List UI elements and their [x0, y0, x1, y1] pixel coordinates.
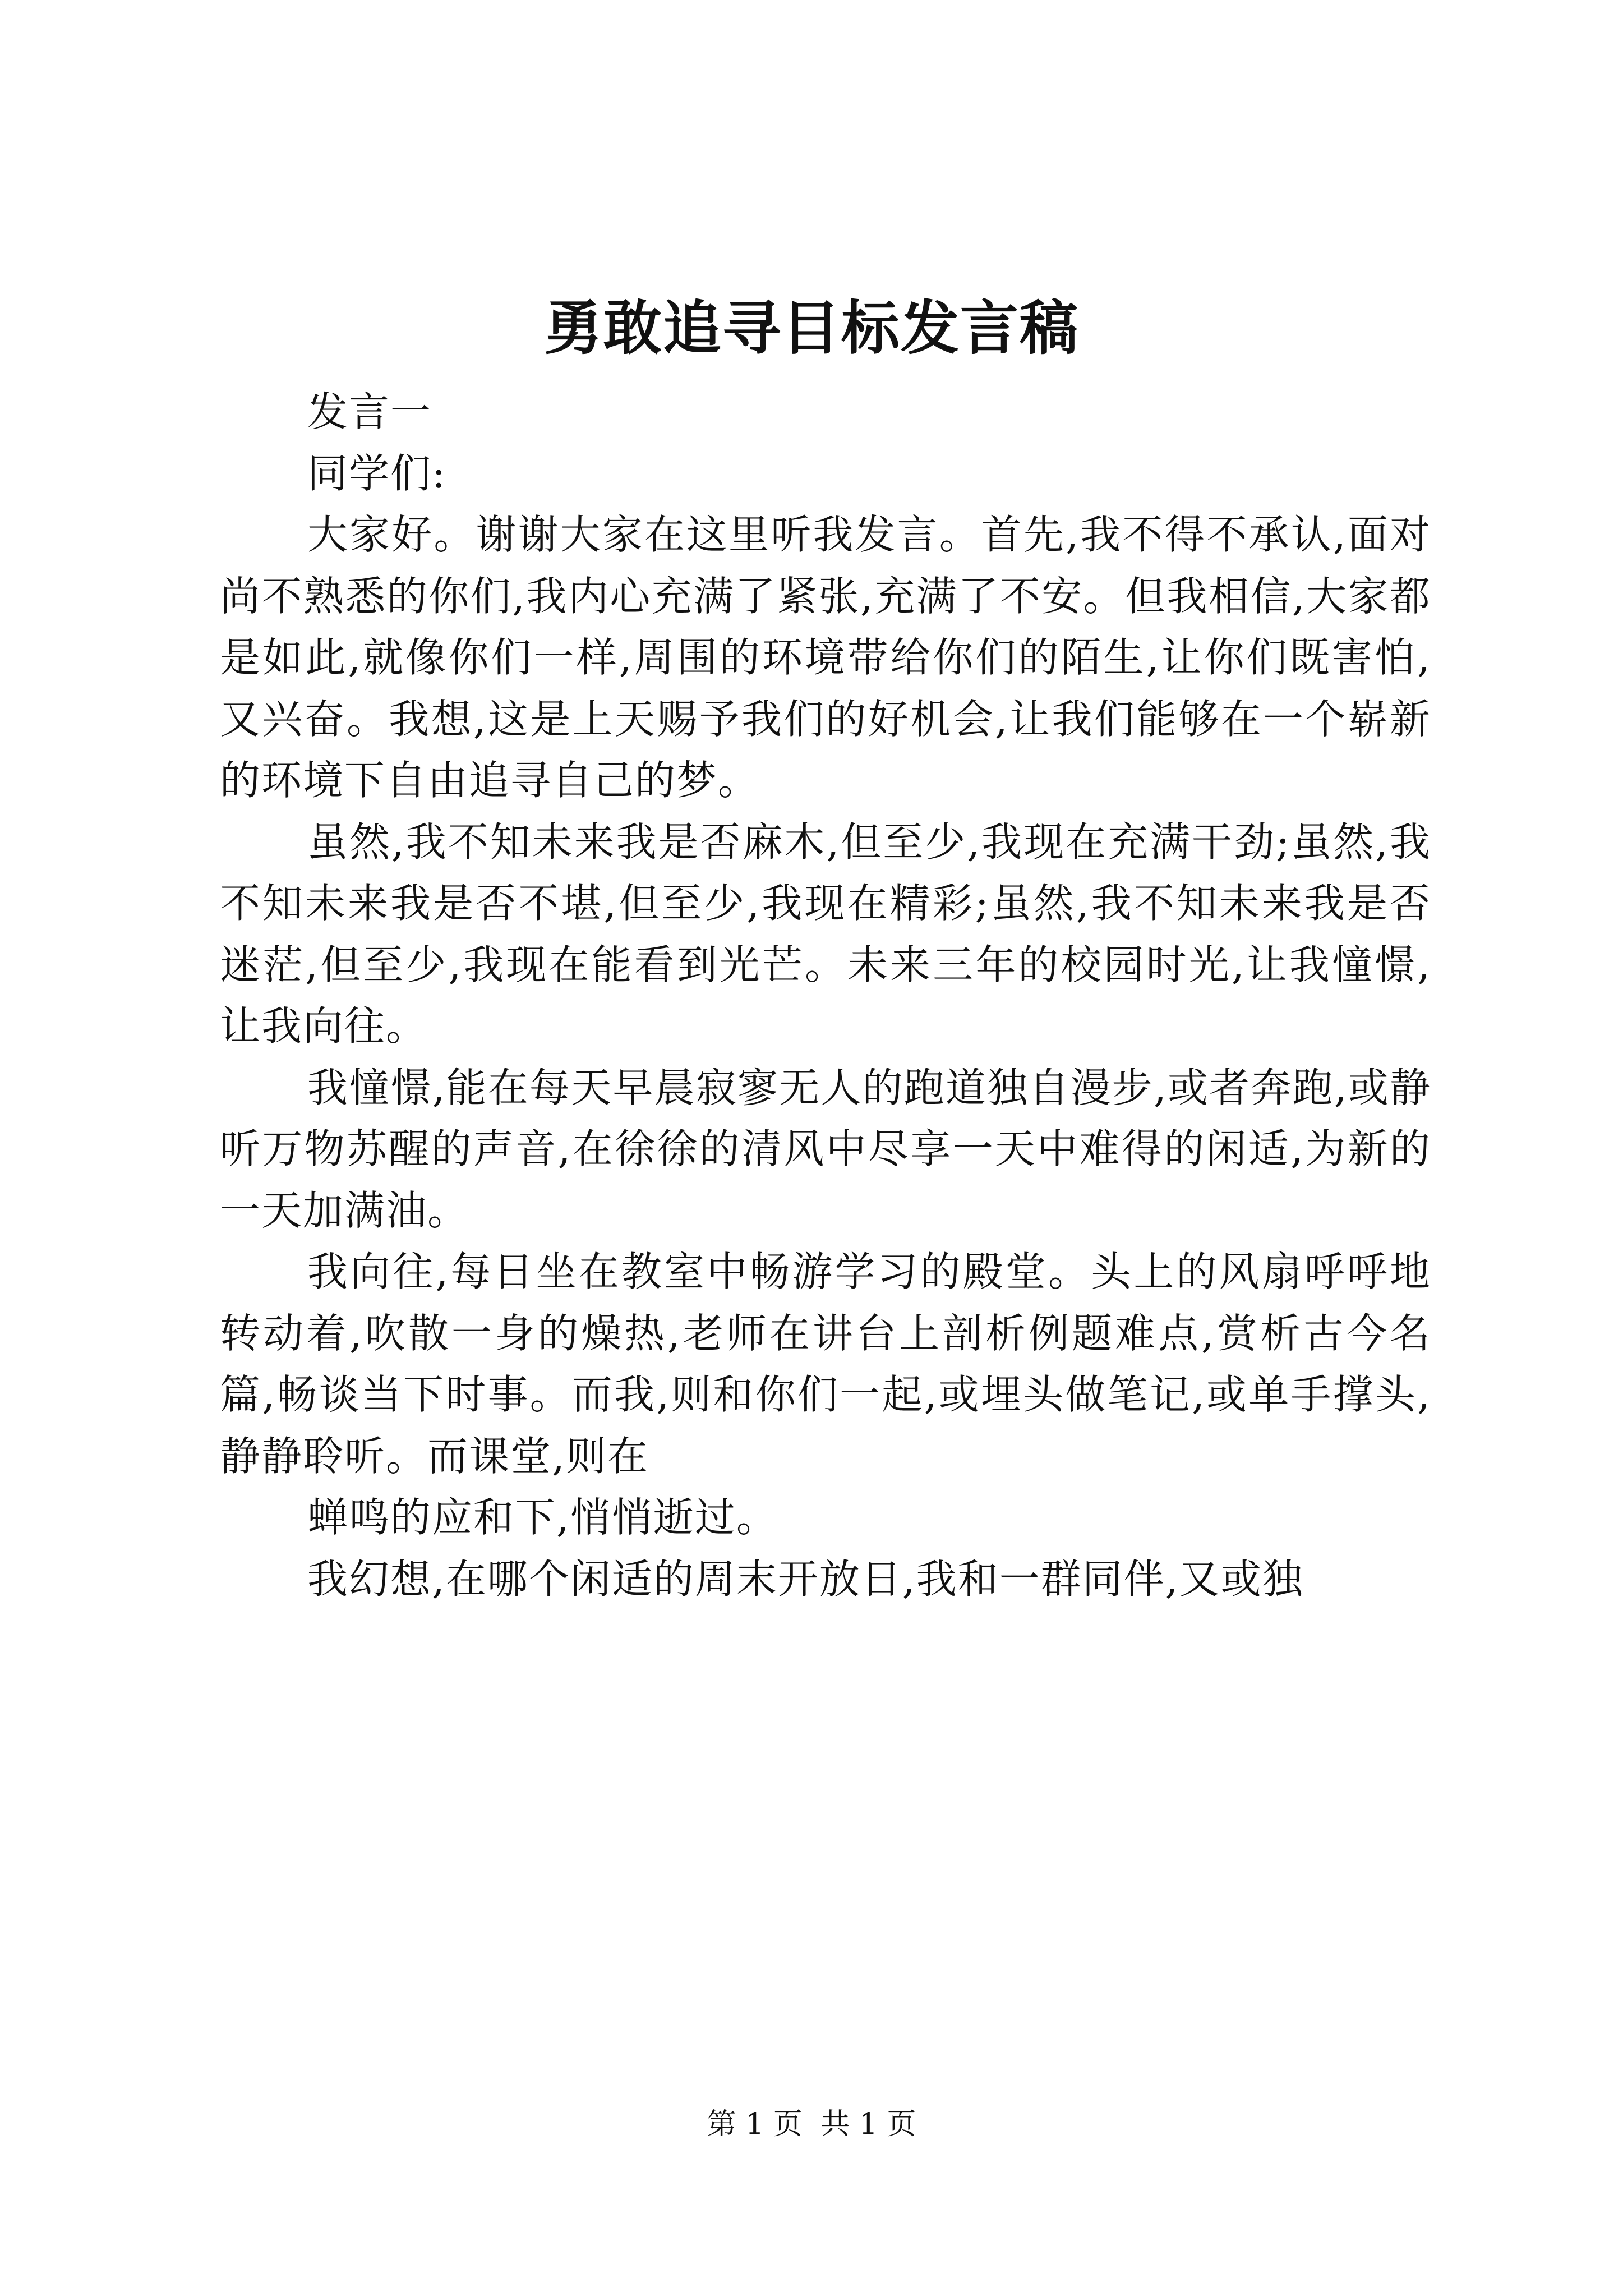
paragraph-heading: 发言一: [307, 388, 432, 435]
paragraph: 蝉鸣的应和下,悄悄逝过。: [307, 1494, 778, 1541]
page-footer: [0, 2105, 1623, 2144]
page-total: 共 1 页: [820, 2108, 916, 2141]
paragraph: 我幻想,在哪个闲适的周末开放日,我和一群同伴,又或独: [307, 1555, 1304, 1603]
page-number: 第 1 页: [707, 2108, 803, 2141]
paragraph: 大家好。谢谢大家在这里听我发言。首先,我不得不承认,面对尚不熟悉的你们,我内心充满了紧张,充满了不安。但我相信,大家都是如此,就像你们一样,周围的环境带给你们的陌生,让你们既害怕,又兴奋。我想,这是上天赐予我们的好机会,让我们能够在一个崭新的环境下自由追寻自己的梦。: [220, 511, 1431, 804]
paragraph: 我向往,每日坐在教室中畅游学习的殿堂。头上的风扇呼呼地转动着,吹散一身的燥热,老师在讲台上剖析例题难点,赏析古今名篇,畅谈当下时事。而我,则和你们一起,或埋头做笔记,或单手撑头,静静聆听。而课堂,则在: [220, 1248, 1431, 1480]
document-body: [220, 381, 1431, 1610]
document-title: 勇敢追寻目标发言稿: [543, 293, 1079, 362]
paragraph-salutation: 同学们:: [307, 449, 447, 497]
paragraph: 我憧憬,能在每天早晨寂寥无人的跑道独自漫步,或者奔跑,或静听万物苏醒的声音,在徐徐的清风中尽享一天中难得的闲适,为新的一天加满油。: [220, 1064, 1431, 1234]
paragraph: 虽然,我不知未来我是否麻木,但至少,我现在充满干劲;虽然,我不知未来我是否不堪,但至少,我现在精彩;虽然,我不知未来我是否迷茫,但至少,我现在能看到光芒。未来三年的校园时光,让我憧憬,让我向往。: [220, 818, 1431, 1050]
